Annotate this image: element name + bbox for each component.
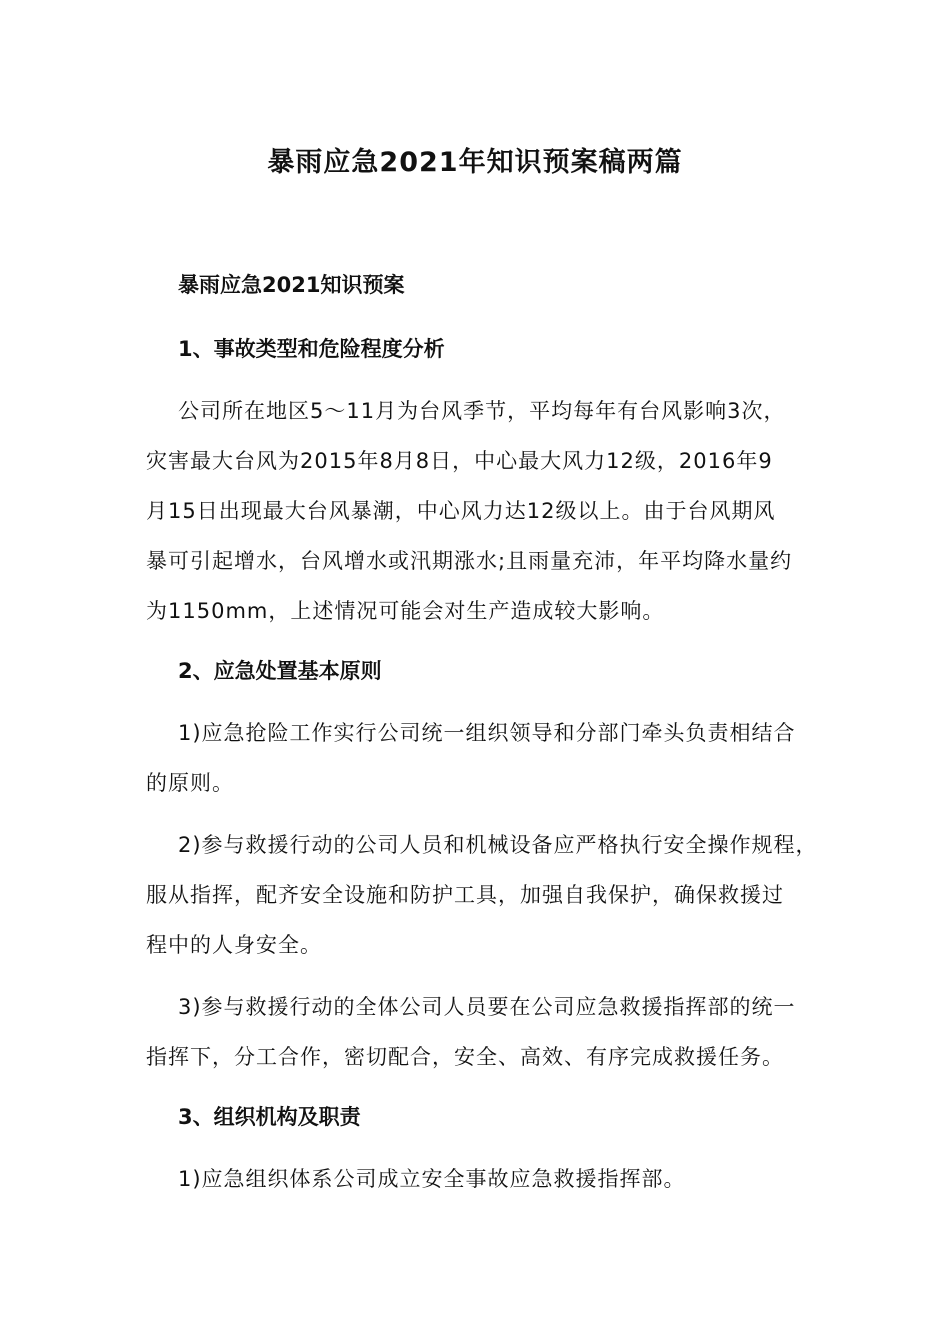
paragraph-line: 程中的人身安全。 — [146, 933, 322, 957]
paragraph-line: 1)应急抢险工作实行公司统一组织领导和分部门牵头负责相结合 — [178, 721, 796, 745]
paragraph-line: 暴可引起增水，台风增水或汛期涨水;且雨量充沛，年平均降水量约 — [146, 549, 793, 573]
paragraph-line: 的原则。 — [146, 771, 234, 795]
paragraph-line: 为1150mm，上述情况可能会对生产造成较大影响。 — [146, 599, 665, 623]
document-subtitle: 暴雨应急2021知识预案 — [178, 273, 405, 297]
section-heading-2: 2、应急处置基本原则 — [178, 659, 382, 683]
paragraph-line: 服从指挥，配齐安全设施和防护工具，加强自我保护，确保救援过 — [146, 883, 784, 907]
section-heading-3: 3、组织机构及职责 — [178, 1105, 361, 1129]
paragraph-line: 月15日出现最大台风暴潮，中心风力达12级以上。由于台风期风 — [146, 499, 776, 523]
paragraph-line: 公司所在地区5～11月为台风季节，平均每年有台风影响3次， — [178, 399, 786, 423]
paragraph-line: 指挥下，分工合作，密切配合，安全、高效、有序完成救援任务。 — [146, 1045, 784, 1069]
paragraph-line: 灾害最大台风为2015年8月8日，中心最大风力12级，2016年9 — [146, 449, 773, 473]
paragraph-line: 3)参与救援行动的全体公司人员要在公司应急救援指挥部的统一 — [178, 995, 796, 1019]
paragraph-line: 2)参与救援行动的公司人员和机械设备应严格执行安全操作规程， — [178, 833, 818, 857]
paragraph-line: 1)应急组织体系公司成立安全事故应急救援指挥部。 — [178, 1167, 686, 1191]
section-heading-1: 1、事故类型和危险程度分析 — [178, 337, 445, 361]
document-title: 暴雨应急2021年知识预案稿两篇 — [267, 147, 683, 178]
